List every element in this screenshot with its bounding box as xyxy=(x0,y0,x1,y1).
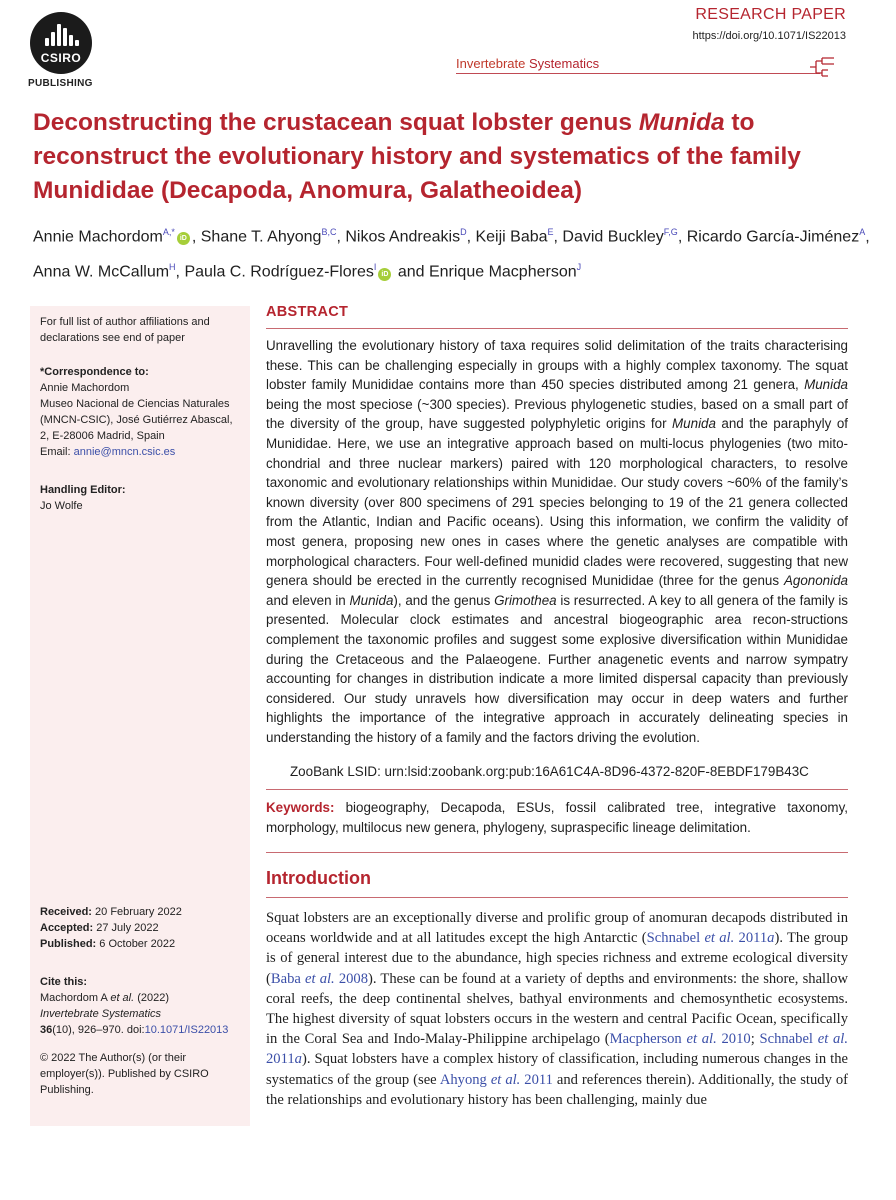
introduction-heading: Introduction xyxy=(266,868,371,888)
author-name[interactable]: Enrique Macpherson xyxy=(428,263,577,281)
citation-link[interactable]: Baba et al. 2008 xyxy=(270,970,369,987)
keywords-list: biogeography, Decapoda, ESUs, fossil calibrated tree, integrative taxonomy, morphology, multilocus new genera, phylogeny, supraspecific lineage delimitation. xyxy=(266,800,848,835)
author-name[interactable]: Nikos Andreakis xyxy=(345,228,461,246)
author-affiliation-marker: B,C xyxy=(321,227,337,237)
dates-block xyxy=(40,904,245,952)
cite-label: Cite this: xyxy=(40,976,88,988)
published-date: Published: 6 October 2022 xyxy=(40,938,176,950)
author-affiliation-marker: E xyxy=(547,227,554,237)
author-affiliation-marker: H xyxy=(169,262,176,273)
author-affiliation-marker: A xyxy=(859,227,866,237)
author-separator: , xyxy=(336,228,346,246)
journal-name-part1: Invertebrate xyxy=(456,56,529,71)
handling-editor-label: Handling Editor: xyxy=(40,484,126,496)
author-separator: , xyxy=(677,228,687,246)
introduction-text: Squat lobsters are an exceptionally diverse and prolific group of anomuran decapods distributed in oceans worldwide and at all latitudes except the high Antarctic (Schnabel et al. 2011a). The group is of general interest due to the abundance, high species richness and extreme ecological diversity (Baba et al. 2008). These can be found at a variety of depths and environments: the shore, shallow coral reefs, the deep continental shelves, bathyal environments and chemosynthetic ecosystems. The highest diversity of squat lobsters occurs in the western and central Pacific Ocean, specifically in the Coral Sea and Indo-Malay-Philippine archipelago (Macpherson et al. 2010; Schnabel et al. 2011a). Squat lobsters have a complex history of classification, including numerous changes in the systematics of the group (see Ahyong et al. 2011 and references therein). Additionally, the study of the relationships and evolutionary history has been challenging, mainly due xyxy=(266,910,848,1108)
cite-line-journal: Invertebrate Systematics xyxy=(40,1008,162,1020)
correspondence-line: 2, E-28006 Madrid, Spain xyxy=(40,430,165,442)
email-label: Email: xyxy=(40,446,74,458)
keywords xyxy=(266,798,848,838)
citation-link[interactable]: Schnabel et al. 2011a xyxy=(266,1031,848,1068)
affiliations-note: For full list of author affiliations and declarations see end of paper xyxy=(40,316,210,344)
author-affiliation-marker: I xyxy=(373,262,377,273)
abstract-heading: ABSTRACT xyxy=(266,304,349,320)
title-part2: to reconstruct the evolutionary history and systematics of the family Munididae (Decapoda, Anomura, Galatheoidea) xyxy=(33,109,801,204)
author-affiliation-marker: D xyxy=(460,227,467,237)
introduction-divider xyxy=(266,897,848,898)
author-separator: , xyxy=(553,228,563,246)
author-separator: , xyxy=(191,228,201,246)
author-name[interactable]: David Buckley xyxy=(562,228,664,246)
journal-name xyxy=(456,56,599,71)
correspondence-block xyxy=(40,364,245,460)
correspondence-line: Museo Nacional de Ciencias Naturales xyxy=(40,398,230,410)
orcid-icon[interactable]: iD xyxy=(378,268,391,281)
author-name[interactable]: Paula C. Rodríguez-Flores xyxy=(184,263,374,281)
author-separator: , xyxy=(865,228,870,246)
author-list xyxy=(33,217,873,288)
author-name[interactable]: Annie Machordom xyxy=(33,228,163,246)
logo-bars-icon xyxy=(43,24,79,46)
author-name[interactable]: Ricardo García-Jiménez xyxy=(686,228,860,246)
citation-link[interactable]: Ahyong et al. 2011 xyxy=(439,1071,553,1088)
csiro-logo xyxy=(28,12,94,89)
header-divider xyxy=(456,73,820,74)
keywords-divider-top xyxy=(266,789,848,790)
doi-link[interactable]: https://doi.org/10.1071/IS22013 xyxy=(692,30,846,42)
correspondence-line: Annie Machordom xyxy=(40,382,130,394)
author-affiliation-marker: A,* xyxy=(162,227,175,237)
author-separator: , xyxy=(466,228,476,246)
correspondence-label: *Correspondence to: xyxy=(40,366,149,378)
correspondence-line: (MNCN-CSIC), José Gutiérrez Abascal, xyxy=(40,414,233,426)
author-affiliation-marker: F,G xyxy=(663,227,678,237)
author-affiliation-marker: J xyxy=(576,262,582,273)
author-name[interactable]: Shane T. Ahyong xyxy=(200,228,322,246)
publisher-label: PUBLISHING xyxy=(28,78,93,89)
orcid-icon[interactable]: iD xyxy=(177,232,190,245)
article-info-sidebar xyxy=(30,306,250,1126)
author-separator: and xyxy=(393,263,429,281)
phylogeny-tree-icon xyxy=(808,56,838,78)
keywords-divider-bottom xyxy=(266,852,848,853)
journal-name-part2: Systematics xyxy=(529,56,600,71)
abstract-divider xyxy=(266,328,848,329)
accepted-date: Accepted: 27 July 2022 xyxy=(40,922,159,934)
citation-link[interactable]: Macpherson et al. 2010 xyxy=(609,1031,751,1048)
keywords-label: Keywords: xyxy=(266,800,335,815)
copyright-notice: © 2022 The Author(s) (or their employer(s)). Published by CSIRO Publishing. xyxy=(40,1052,209,1096)
logo-text: CSIRO xyxy=(40,51,82,65)
csiro-logo-mark xyxy=(30,12,92,74)
title-part1: Deconstructing the crustacean squat lobster genus xyxy=(33,109,639,136)
email-link[interactable]: annie@mncn.csic.es xyxy=(73,446,176,458)
article-title xyxy=(33,106,863,208)
author-name[interactable]: Anna W. McCallum xyxy=(33,263,170,281)
email-line xyxy=(40,444,245,460)
title-genus: Munida xyxy=(638,109,725,136)
author-name[interactable]: Keiji Baba xyxy=(475,228,548,246)
citation-block xyxy=(40,974,245,1038)
article-type: RESEARCH PAPER xyxy=(695,6,846,23)
zoobank-lsid: ZooBank LSID: urn:lsid:zoobank.org:pub:16A61C4A-8D96-4372-820F-8EBDF179B43C xyxy=(290,764,809,779)
received-date: Received: 20 February 2022 xyxy=(40,906,182,918)
cite-line-volume: 36(10), 926–970. doi:10.1071/IS22013 xyxy=(40,1024,229,1036)
citation-link[interactable]: Schnabel et al. 2011a xyxy=(646,930,775,947)
abstract-text: Unravelling the evolutionary history of taxa requires solid delimitation of the traits characterising these. This can be challenging especially in groups with a highly complex taxonomy. The squat lobster family Munididae contains more than 450 species distributed among 21 genera, Munida being the most speciose (~300 species). Previous phylogenetic studies, based on a small part of the diversity of the group, have suggested polyphyletic origins for Munida and the paraphyly of Munididae. Here, we use an integrative approach based on multi-locus phylogenies (two mito-chondrial and three nuclear markers) paired with 120 morphological characters, to resolve taxonomic and evolutionary relationships within Munididae. Our study covers ~60% of the family’s known diversity (over 800 specimens of 291 species belonging to 19 of the 21 genera collected from the Atlantic, Indian and Pacific oceans). Using this information, we confirm the validity of most genera, proposing new ones in cases where the genetic analyses are compatible with morphological characters. Four well-defined munidid clades were recovered, suggesting that new genera should be erected in the currently recognised Munididae (three for the genus Agononida and eleven in Munida), and the genus Grimothea is resurrected. A key to all genera of the family is presented. Molecular clock estimates and ancestral biogeographic area recon-structions complement the taxonomic profiles and suggest some explosive diversification within Munididae during the Cretaceous and the Palaeogene. Further anagenetic events and narrow sympatry accounting for changes in distribution indicate a more limited dispersal capacity than previously considered. Our study unravels how diversification may occur in deep waters and further highlights the importance of the integrative approach in accurately delineating species in understanding the history of a family and the factors driving the evolution. xyxy=(266,338,848,745)
handling-editor-block xyxy=(40,482,245,514)
handling-editor-name: Jo Wolfe xyxy=(40,500,83,512)
cite-doi-link[interactable]: 10.1071/IS22013 xyxy=(144,1024,229,1036)
cite-line-authors: Machordom A et al. (2022) xyxy=(40,992,170,1004)
author-separator: , xyxy=(175,263,185,281)
